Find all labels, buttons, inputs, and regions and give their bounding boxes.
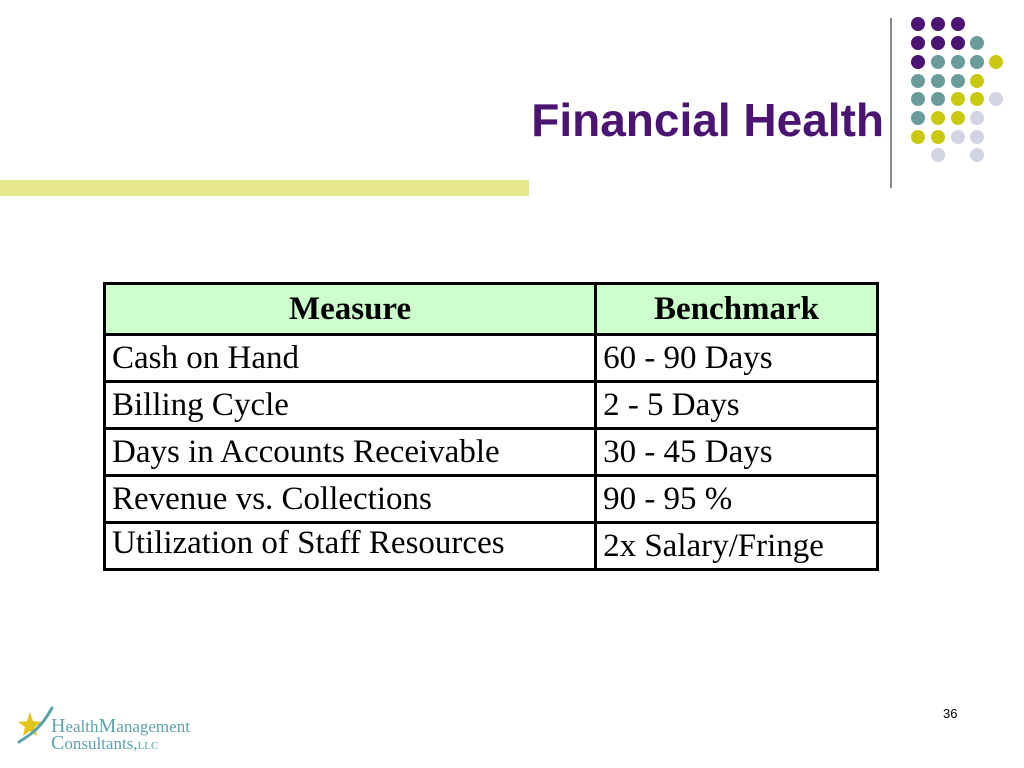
table-row xyxy=(105,335,878,382)
logo-text: H xyxy=(51,715,66,737)
decor-dot xyxy=(970,74,984,88)
title-accent-bar xyxy=(0,180,529,196)
table-row xyxy=(105,476,878,523)
decor-dot xyxy=(911,130,925,144)
measure-cell: Days in Accounts Receivable xyxy=(105,429,596,476)
decor-dot xyxy=(951,74,965,88)
decor-dot xyxy=(911,92,925,106)
star-swoosh-icon xyxy=(16,706,54,746)
decor-dot xyxy=(931,36,945,50)
decor-dot xyxy=(931,111,945,125)
vertical-divider xyxy=(890,18,892,188)
decor-dot xyxy=(970,92,984,106)
decor-dot xyxy=(911,36,925,50)
decor-dot xyxy=(970,148,984,162)
company-logo xyxy=(16,706,216,754)
logo-text: ealth xyxy=(65,717,99,736)
header-measure: Measure xyxy=(105,284,596,335)
decor-dot xyxy=(931,148,945,162)
table-row xyxy=(105,429,878,476)
benchmark-cell: 90 - 95 % xyxy=(596,476,878,523)
decor-dot xyxy=(931,55,945,69)
decor-dot xyxy=(951,17,965,31)
logo-text: C xyxy=(51,732,65,754)
benchmark-cell: 60 - 90 Days xyxy=(596,335,878,382)
measure-cell: Revenue vs. Collections xyxy=(105,476,596,523)
logo-text: anagement xyxy=(116,717,190,736)
table-row xyxy=(105,523,878,570)
decor-dot xyxy=(951,111,965,125)
decor-dot xyxy=(970,130,984,144)
table-row xyxy=(105,382,878,429)
header-benchmark: Benchmark xyxy=(596,284,878,335)
logo-text: LLC xyxy=(137,740,159,752)
decor-dot xyxy=(911,74,925,88)
decor-dot xyxy=(911,17,925,31)
decor-dot xyxy=(931,130,945,144)
logo-line-2 xyxy=(51,732,158,755)
decor-dot xyxy=(951,92,965,106)
decor-dot xyxy=(911,55,925,69)
table-header-row xyxy=(105,284,878,335)
slide-title: Financial Health xyxy=(531,94,884,146)
logo-text: onsultants, xyxy=(64,734,138,753)
decor-dot xyxy=(970,36,984,50)
benchmark-cell: 2x Salary/Fringe xyxy=(596,523,878,570)
decor-dot xyxy=(970,111,984,125)
measure-cell: Billing Cycle xyxy=(105,382,596,429)
decor-dot xyxy=(931,74,945,88)
measure-cell: Utilization of Staff Resources xyxy=(105,523,596,570)
logo-text: M xyxy=(98,715,117,737)
decor-dot xyxy=(951,130,965,144)
benchmark-cell: 2 - 5 Days xyxy=(596,382,878,429)
decor-dot xyxy=(989,92,1003,106)
decor-dot xyxy=(970,55,984,69)
benchmark-table xyxy=(103,282,879,571)
measure-cell: Cash on Hand xyxy=(105,335,596,382)
page-number: 36 xyxy=(943,706,958,721)
decor-dot xyxy=(911,111,925,125)
decor-dot xyxy=(951,36,965,50)
decor-dot xyxy=(931,92,945,106)
decor-dot xyxy=(989,55,1003,69)
benchmark-cell: 30 - 45 Days xyxy=(596,429,878,476)
decor-dot xyxy=(951,55,965,69)
decor-dot xyxy=(931,17,945,31)
